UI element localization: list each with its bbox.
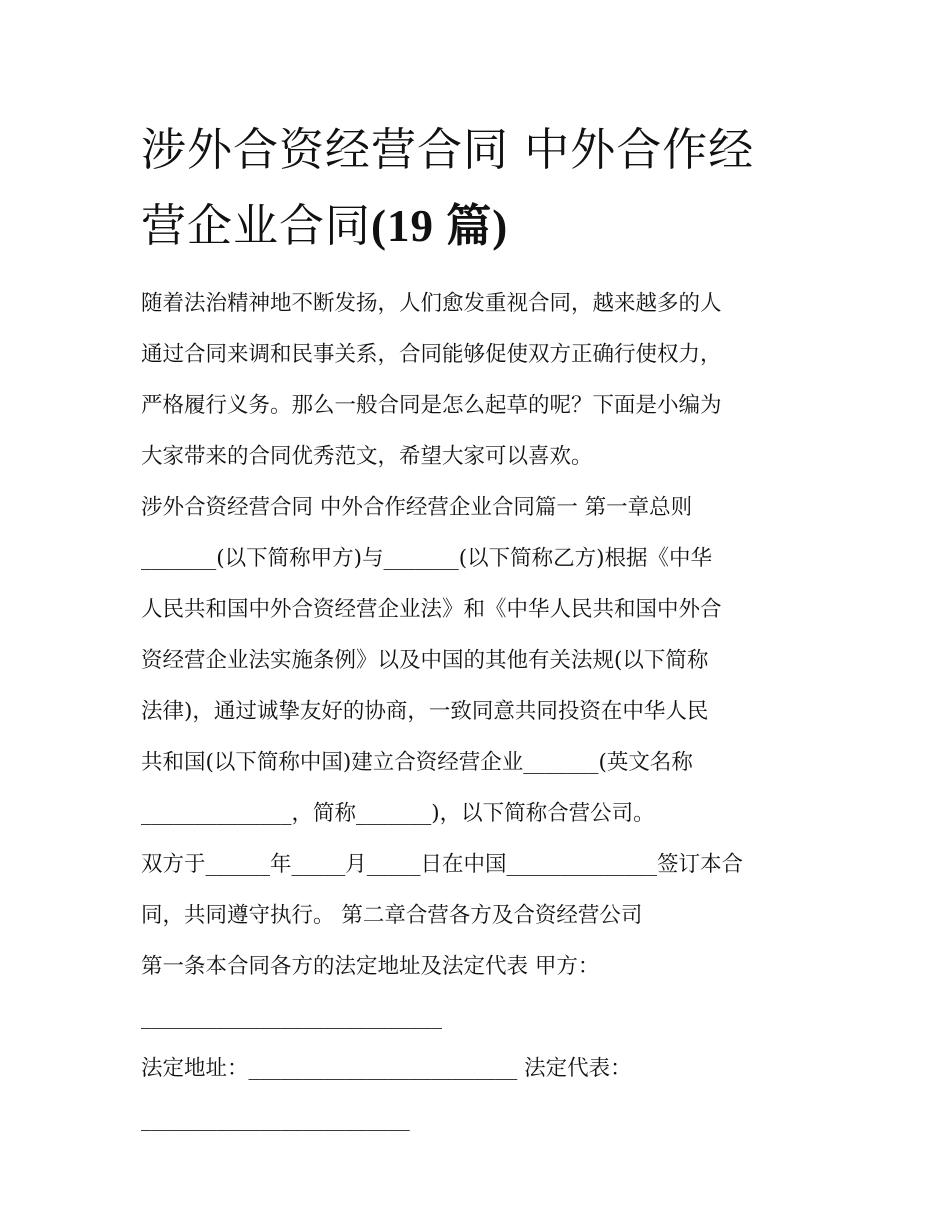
body-line: 共和国(以下简称中国)建立合资经营企业_______(英文名称 (141, 750, 693, 775)
intro-line: 大家带来的合同优秀范文，希望大家可以喜欢。 (141, 444, 593, 469)
body-line: 双方于______年_____月_____日在中国______________签订本合 (141, 852, 744, 877)
body-line: ______________，简称_______)，以下简称合营公司。 (141, 801, 655, 826)
intro-line: 通过合同来调和民事关系，合同能够促使双方正确行使权力， (141, 342, 722, 367)
body-line: _______(以下简称甲方)与_______(以下简称乙方)根据《中华 (141, 546, 713, 571)
document-title (141, 112, 821, 264)
body-line: ____________________________ (141, 1005, 442, 1030)
body-line: 法律)，通过诚挚友好的协商，一致同意共同投资在中华人民 (141, 699, 709, 724)
body-line: 同，共同遵守执行。 第二章合营各方及合资经营公司 (141, 903, 643, 928)
intro-paragraph (141, 278, 821, 482)
body-line: 涉外合资经营合同 中外合作经营企业合同篇一 第一章总则 (141, 495, 693, 520)
body-line: 人民共和国中外合资经营企业法》和《中华人民共和国中外合 (141, 597, 722, 622)
title-count: (19 篇) (371, 201, 509, 251)
body-line: 第一条本合同各方的法定地址及法定代表 甲方： (141, 954, 600, 979)
intro-line: 严格履行义务。那么一般合同是怎么起草的呢？下面是小编为 (141, 393, 722, 418)
document-page (141, 112, 821, 1145)
body-line: 资经营企业法实施条例》以及中国的其他有关法规(以下简称 (141, 648, 709, 673)
title-line-2: 营企业合同 (141, 199, 372, 252)
intro-line: 随着法治精神地不断发扬，人们愈发重视合同，越来越多的人 (141, 291, 722, 316)
title-line-1: 涉外合资经营合同 中外合作经 (141, 123, 755, 176)
contract-body (141, 482, 821, 1145)
body-line: _________________________ (141, 1107, 410, 1132)
body-line: 法定地址：_________________________ 法定代表： (141, 1056, 632, 1081)
